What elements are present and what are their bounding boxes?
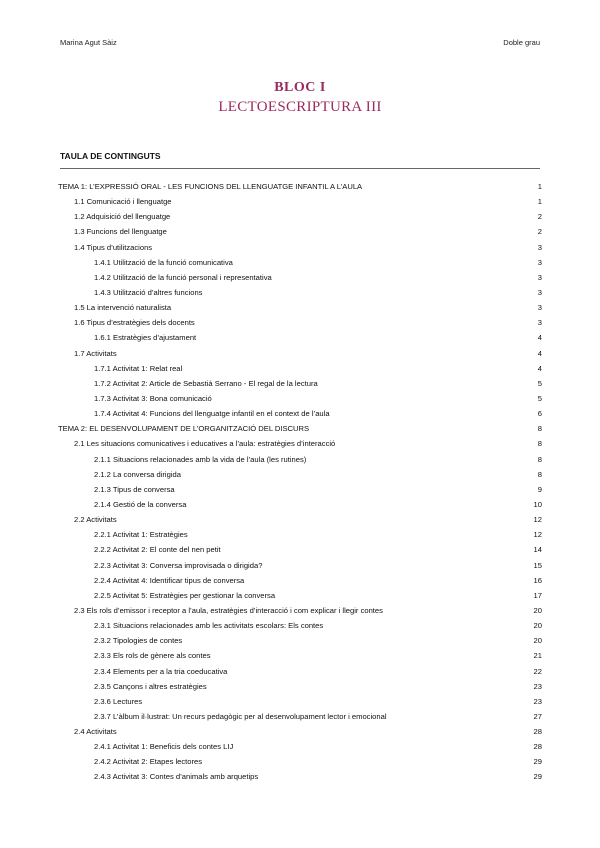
toc-entry-page: 8 <box>537 469 542 479</box>
toc-entry[interactable] <box>0 285 600 300</box>
toc-entry[interactable] <box>0 346 600 361</box>
toc-entry-page: 1 <box>537 197 542 207</box>
toc-entry-title: 2.3.2 Tipologies de contes <box>94 636 183 646</box>
toc-entry[interactable] <box>0 482 600 497</box>
toc-entry[interactable] <box>0 436 600 451</box>
toc-entry-page: 29 <box>533 772 542 782</box>
bloc-subtitle: LECTOESCRIPTURA III <box>218 99 382 115</box>
toc-entry-title: 1.1 Comunicació i llenguatge <box>74 197 172 207</box>
toc-entry-page: 1 <box>537 182 542 191</box>
toc-entry[interactable] <box>0 224 600 239</box>
toc-entry-title: 2.4.2 Activitat 2: Etapes lectores <box>94 757 203 767</box>
toc-entry[interactable] <box>0 603 600 618</box>
toc-entry-page: 3 <box>537 257 542 267</box>
toc-entry[interactable] <box>0 769 600 784</box>
toc-entry-title: 2.3.7 L’àlbum il·lustrat: Un recurs pedagògic per al desenvolupament lector i emocional <box>94 711 387 721</box>
toc-entry[interactable] <box>0 739 600 754</box>
toc-entry-title: 1.2 Adquisició del llenguatge <box>74 212 171 222</box>
toc-entry-page: 3 <box>537 272 542 282</box>
toc-entry[interactable] <box>0 300 600 315</box>
toc-entry[interactable] <box>0 558 600 573</box>
toc-entry-page: 5 <box>537 378 542 388</box>
toc-entry-title: 1.4.3 Utilització d’altres funcions <box>94 287 203 297</box>
toc-entry-title: 1.7.2 Activitat 2: Article de Sebastià Serrano - El regal de la lectura <box>94 378 318 388</box>
toc-entry[interactable] <box>0 709 600 724</box>
toc-entry-page: 27 <box>533 711 542 721</box>
toc-entry[interactable] <box>0 527 600 542</box>
toc-divider <box>60 168 540 169</box>
toc-entry-page: 4 <box>537 348 542 358</box>
toc-entry-page: 9 <box>537 484 542 494</box>
toc-entry[interactable] <box>0 679 600 694</box>
toc-entry-page: 12 <box>533 515 542 525</box>
toc-entry-title: 2.2.2 Activitat 2: El conte del nen petit <box>94 545 221 555</box>
toc-entry-title: 2.4 Activitats <box>74 727 117 737</box>
toc-entry-title: 2.4.1 Activitat 1: Beneficis dels contes LIJ <box>94 742 234 752</box>
toc-entry-page: 8 <box>537 454 542 464</box>
toc-entry-title: 2.3.5 Cançons i altres estratègies <box>94 681 207 691</box>
toc-entry[interactable] <box>0 648 600 663</box>
toc-entry[interactable] <box>0 633 600 648</box>
header-note: Doble grau <box>503 38 540 47</box>
toc-entry-page: 17 <box>533 590 542 600</box>
toc-entry[interactable] <box>0 512 600 527</box>
toc-entry[interactable] <box>0 391 600 406</box>
toc-entry-page: 20 <box>533 636 542 646</box>
table-of-contents <box>0 179 600 785</box>
toc-entry-title: 2.3 Els rols d’emissor i receptor a l’aula, estratègies d’interacció i com explicar i llegir contes <box>74 605 383 615</box>
toc-entry-page: 2 <box>537 227 542 237</box>
toc-entry-title: 1.5 La intervenció naturalista <box>74 303 172 313</box>
toc-entry-title: 2.2.1 Activitat 1: Estratègies <box>94 530 188 540</box>
toc-entry-title: 1.4.1 Utilització de la funció comunicativa <box>94 257 233 267</box>
toc-entry[interactable] <box>0 315 600 330</box>
toc-entry[interactable] <box>0 406 600 421</box>
toc-entry-page: 20 <box>533 605 542 615</box>
toc-entry[interactable] <box>0 694 600 709</box>
toc-entry-page: 4 <box>537 363 542 373</box>
toc-entry[interactable] <box>0 542 600 557</box>
toc-entry-title: 2.4.3 Activitat 3: Contes d’animals amb arquetips <box>94 772 259 782</box>
toc-entry[interactable] <box>0 194 600 209</box>
toc-entry[interactable] <box>0 497 600 512</box>
bloc-title: BLOC I <box>274 80 326 95</box>
toc-entry-page: 4 <box>537 333 542 343</box>
toc-entry-title: TEMA 2: EL DESENVOLUPAMENT DE L’ORGANITZACIÓ DEL DISCURS <box>58 424 310 434</box>
toc-entry-title: 2.2.5 Activitat 5: Estratègies per gestionar la conversa <box>94 590 276 600</box>
toc-entry-page: 3 <box>537 303 542 313</box>
toc-entry[interactable] <box>0 421 600 436</box>
toc-entry-title: 2.3.4 Elements per a la tria coeducativa <box>94 666 228 676</box>
toc-entry-title: 1.7.3 Activitat 3: Bona comunicació <box>94 393 212 403</box>
toc-entry-title: 1.7.4 Activitat 4: Funcions del llenguatge infantil en el context de l’aula <box>94 409 330 419</box>
header-author: Marina Agut Sàiz <box>60 38 117 47</box>
toc-entry-title: 1.7 Activitats <box>74 348 117 358</box>
toc-entry[interactable] <box>0 452 600 467</box>
toc-entry-title: 2.1.4 Gestió de la conversa <box>94 499 187 509</box>
toc-entry-page: 21 <box>533 651 542 661</box>
toc-entry[interactable] <box>0 240 600 255</box>
toc-entry-title: 2.1 Les situacions comunicatives i educatives a l’aula: estratègies d’interacció <box>74 439 336 449</box>
toc-entry[interactable] <box>0 618 600 633</box>
toc-entry[interactable] <box>0 467 600 482</box>
toc-entry[interactable] <box>0 270 600 285</box>
toc-entry-page: 5 <box>537 393 542 403</box>
toc-entry-page: 8 <box>537 424 542 434</box>
toc-entry-title: 2.1.3 Tipus de conversa <box>94 484 175 494</box>
toc-entry-title: 1.6.1 Estratègies d’ajustament <box>94 333 197 343</box>
toc-entry-title: 2.2.4 Activitat 4: Identificar tipus de conversa <box>94 575 245 585</box>
toc-entry-page: 2 <box>537 212 542 222</box>
toc-entry-page: 3 <box>537 318 542 328</box>
toc-entry-page: 22 <box>533 666 542 676</box>
toc-entry-page: 3 <box>537 242 542 252</box>
toc-entry-page: 23 <box>533 681 542 691</box>
toc-entry-title: 2.3.6 Lectures <box>94 696 143 706</box>
toc-entry[interactable] <box>0 754 600 769</box>
toc-entry-title: 2.1.2 La conversa dirigida <box>94 469 181 479</box>
toc-entry[interactable] <box>0 588 600 603</box>
toc-entry[interactable] <box>0 179 600 194</box>
toc-entry-title: 1.4 Tipus d’utilitzacions <box>74 242 153 252</box>
toc-entry-title: 1.3 Funcions del llenguatge <box>74 227 167 237</box>
toc-entry-page: 20 <box>533 621 542 631</box>
toc-entry-page: 10 <box>533 499 542 509</box>
toc-entry-page: 28 <box>533 742 542 752</box>
toc-entry[interactable] <box>0 724 600 739</box>
toc-entry-page: 14 <box>533 545 542 555</box>
toc-entry-page: 28 <box>533 727 542 737</box>
toc-entry-title: 1.7.1 Activitat 1: Relat real <box>94 363 183 373</box>
toc-entry-page: 6 <box>537 409 542 419</box>
toc-entry-page: 23 <box>533 696 542 706</box>
toc-entry-page: 15 <box>533 560 542 570</box>
toc-entry[interactable] <box>0 376 600 391</box>
toc-entry-page: 8 <box>537 439 542 449</box>
toc-entry-title: 1.6 Tipus d’estratègies dels docents <box>74 318 195 328</box>
toc-heading: TAULA DE CONTINGUTS <box>60 151 161 161</box>
toc-entry-page: 16 <box>533 575 542 585</box>
toc-entry-page: 3 <box>537 287 542 297</box>
toc-entry-title: 1.4.2 Utilització de la funció personal i representativa <box>94 272 272 282</box>
toc-entry-title: 2.2 Activitats <box>74 515 117 525</box>
toc-entry[interactable] <box>0 255 600 270</box>
toc-entry[interactable] <box>0 330 600 345</box>
toc-entry-title: 2.3.1 Situacions relacionades amb les activitats escolars: Els contes <box>94 621 324 631</box>
toc-entry-title: TEMA 1: L’EXPRESSIÓ ORAL - LES FUNCIONS DEL LLENGUATGE INFANTIL A L’AULA <box>58 182 363 191</box>
toc-entry-page: 29 <box>533 757 542 767</box>
toc-entry[interactable] <box>0 209 600 224</box>
toc-entry-title: 2.3.3 Els rols de gènere als contes <box>94 651 211 661</box>
toc-entry-title: 2.2.3 Activitat 3: Conversa improvisada o dirigida? <box>94 560 263 570</box>
toc-entry-page: 12 <box>533 530 542 540</box>
toc-entry[interactable] <box>0 573 600 588</box>
toc-entry-title: 2.1.1 Situacions relacionades amb la vida de l’aula (les rutines) <box>94 454 307 464</box>
toc-entry[interactable] <box>0 664 600 679</box>
toc-entry[interactable] <box>0 361 600 376</box>
